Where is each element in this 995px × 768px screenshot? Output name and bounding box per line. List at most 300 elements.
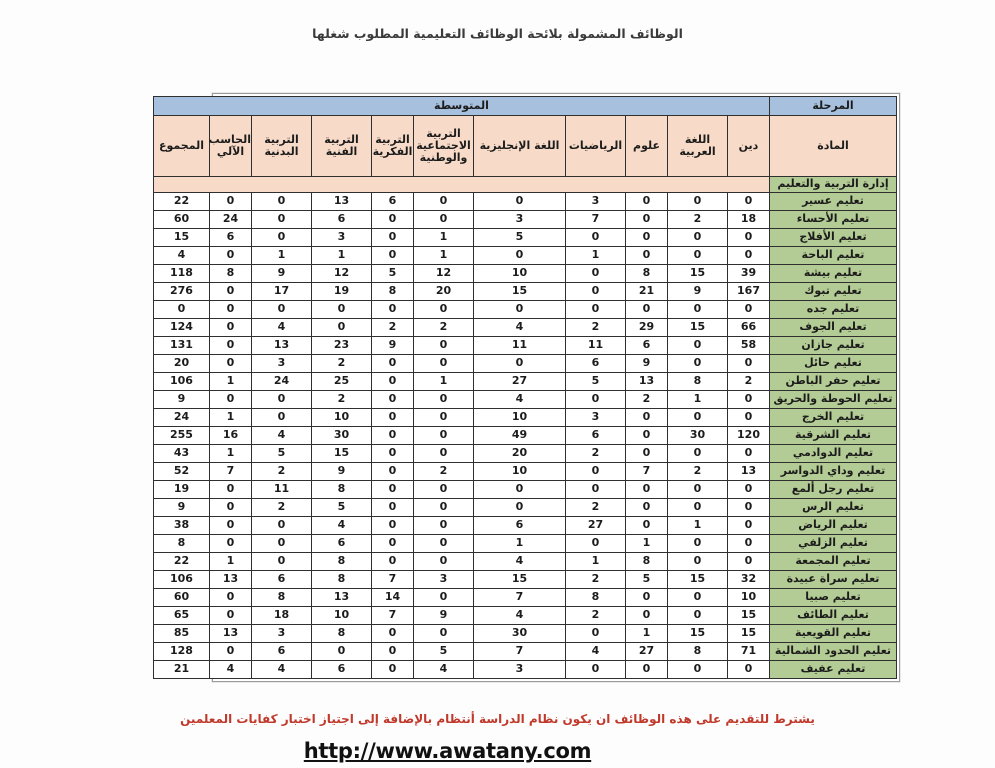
- cell-intellectual: 0: [372, 463, 414, 481]
- cell-region: تعليم وداي الدواسر: [770, 463, 897, 481]
- cell-total: 20: [153, 355, 209, 373]
- cell-english: 15: [474, 283, 566, 301]
- cell-physical: 4: [252, 427, 312, 445]
- cell-religion: 71: [728, 643, 770, 661]
- cell-physical: 24: [252, 373, 312, 391]
- cell-region: تعليم الأفلاج: [770, 229, 897, 247]
- cell-english: 11: [474, 337, 566, 355]
- cell-art: 2: [312, 355, 372, 373]
- cell-religion: 13: [728, 463, 770, 481]
- cell-intellectual: 0: [372, 301, 414, 319]
- cell-science: 2: [626, 391, 668, 409]
- cell-computer: 1: [210, 373, 252, 391]
- stage-band-row: [153, 97, 896, 116]
- cell-computer: 13: [210, 571, 252, 589]
- cell-computer: 1: [210, 445, 252, 463]
- cell-science: 0: [626, 193, 668, 211]
- cell-english: 0: [474, 499, 566, 517]
- cell-physical: 6: [252, 643, 312, 661]
- cell-arabic: 0: [668, 499, 728, 517]
- cell-art: 6: [312, 535, 372, 553]
- cell-social: 1: [414, 373, 474, 391]
- cell-religion: 167: [728, 283, 770, 301]
- cell-religion: 10: [728, 589, 770, 607]
- cell-english: 3: [474, 661, 566, 679]
- cell-religion: 0: [728, 445, 770, 463]
- cell-science: 29: [626, 319, 668, 337]
- table-row: [153, 427, 896, 445]
- table-row: [153, 409, 896, 427]
- cell-science: 21: [626, 283, 668, 301]
- table-row: [153, 337, 896, 355]
- cell-total: 22: [153, 553, 209, 571]
- cell-region: تعليم سراة عبيدة: [770, 571, 897, 589]
- cell-physical: 5: [252, 445, 312, 463]
- cell-art: 0: [312, 643, 372, 661]
- cell-computer: 13: [210, 625, 252, 643]
- cell-computer: 0: [210, 535, 252, 553]
- cell-physical: 2: [252, 499, 312, 517]
- cell-art: 6: [312, 211, 372, 229]
- cell-arabic: 0: [668, 445, 728, 463]
- cell-math: 2: [566, 499, 626, 517]
- cell-physical: 17: [252, 283, 312, 301]
- cell-region: تعليم صبيا: [770, 589, 897, 607]
- cell-region: تعليم بيشة: [770, 265, 897, 283]
- cell-english: 1: [474, 535, 566, 553]
- cell-region: تعليم الأحساء: [770, 211, 897, 229]
- cell-computer: 0: [210, 355, 252, 373]
- cell-math: 1: [566, 553, 626, 571]
- cell-intellectual: 0: [372, 211, 414, 229]
- cell-english: 7: [474, 643, 566, 661]
- cell-arabic: 15: [668, 571, 728, 589]
- cell-math: 6: [566, 427, 626, 445]
- cell-math: 1: [566, 247, 626, 265]
- cell-total: 15: [153, 229, 209, 247]
- cell-region: تعليم حائل: [770, 355, 897, 373]
- table-row: [153, 499, 896, 517]
- cell-arabic: 15: [668, 265, 728, 283]
- cell-intellectual: 0: [372, 445, 414, 463]
- cell-physical: 0: [252, 535, 312, 553]
- cell-art: 12: [312, 265, 372, 283]
- cell-religion: 0: [728, 553, 770, 571]
- table-row: [153, 247, 896, 265]
- cell-social: 0: [414, 337, 474, 355]
- table-row: [153, 625, 896, 643]
- cell-art: 8: [312, 625, 372, 643]
- cell-region: تعليم عسير: [770, 193, 897, 211]
- cell-art: 13: [312, 193, 372, 211]
- cell-science: 0: [626, 301, 668, 319]
- jobs-table-frame: [158, 93, 900, 682]
- cell-arabic: 30: [668, 427, 728, 445]
- cell-region: تعليم الخرج: [770, 409, 897, 427]
- cell-art: 8: [312, 571, 372, 589]
- cell-social: 2: [414, 463, 474, 481]
- cell-computer: 0: [210, 283, 252, 301]
- cell-math: 0: [566, 535, 626, 553]
- cell-arabic: 0: [668, 607, 728, 625]
- cell-arabic: 0: [668, 247, 728, 265]
- stage-header: المتوسطة: [153, 97, 769, 116]
- cell-math: 0: [566, 391, 626, 409]
- table-row: [153, 571, 896, 589]
- cell-intellectual: 0: [372, 247, 414, 265]
- cell-social: 0: [414, 445, 474, 463]
- cell-art: 10: [312, 607, 372, 625]
- cell-religion: 0: [728, 661, 770, 679]
- cell-physical: 3: [252, 355, 312, 373]
- admin-label-row: [153, 177, 896, 193]
- cell-region: تعليم جده: [770, 301, 897, 319]
- cell-arabic: 15: [668, 625, 728, 643]
- table-row: [153, 463, 896, 481]
- cell-social: 5: [414, 643, 474, 661]
- cell-physical: 8: [252, 589, 312, 607]
- cell-arabic: 0: [668, 661, 728, 679]
- cell-religion: 15: [728, 607, 770, 625]
- cell-religion: 0: [728, 391, 770, 409]
- cell-arabic: 0: [668, 481, 728, 499]
- table-row: [153, 373, 896, 391]
- cell-physical: 0: [252, 229, 312, 247]
- column-header-computer: الحاسب الآلي: [210, 116, 252, 177]
- cell-math: 4: [566, 643, 626, 661]
- cell-math: 0: [566, 265, 626, 283]
- cell-physical: 11: [252, 481, 312, 499]
- cell-science: 13: [626, 373, 668, 391]
- cell-computer: 8: [210, 265, 252, 283]
- cell-science: 0: [626, 211, 668, 229]
- cell-intellectual: 0: [372, 481, 414, 499]
- subject-header-row: [153, 116, 896, 177]
- cell-religion: 2: [728, 373, 770, 391]
- table-row: [153, 607, 896, 625]
- cell-computer: 24: [210, 211, 252, 229]
- cell-physical: 4: [252, 661, 312, 679]
- cell-social: 0: [414, 355, 474, 373]
- cell-arabic: 0: [668, 409, 728, 427]
- cell-total: 24: [153, 409, 209, 427]
- cell-science: 5: [626, 571, 668, 589]
- cell-arabic: 1: [668, 391, 728, 409]
- cell-math: 0: [566, 463, 626, 481]
- cell-computer: 0: [210, 607, 252, 625]
- cell-intellectual: 0: [372, 391, 414, 409]
- cell-region: تعليم حفر الباطن: [770, 373, 897, 391]
- table-row: [153, 211, 896, 229]
- table-head: [153, 97, 896, 193]
- cell-computer: 0: [210, 481, 252, 499]
- cell-religion: 58: [728, 337, 770, 355]
- cell-physical: 13: [252, 337, 312, 355]
- cell-math: 5: [566, 373, 626, 391]
- cell-region: تعليم الرس: [770, 499, 897, 517]
- cell-total: 106: [153, 373, 209, 391]
- cell-total: 60: [153, 589, 209, 607]
- cell-region: تعليم القويعية: [770, 625, 897, 643]
- cell-math: 2: [566, 445, 626, 463]
- cell-computer: 0: [210, 643, 252, 661]
- column-header-art: التربية الفنية: [312, 116, 372, 177]
- cell-english: 20: [474, 445, 566, 463]
- cell-religion: 0: [728, 301, 770, 319]
- cell-region: تعليم الباحة: [770, 247, 897, 265]
- cell-physical: 3: [252, 625, 312, 643]
- cell-computer: 0: [210, 193, 252, 211]
- cell-art: 19: [312, 283, 372, 301]
- cell-science: 0: [626, 409, 668, 427]
- cell-intellectual: 0: [372, 553, 414, 571]
- cell-total: 9: [153, 391, 209, 409]
- cell-physical: 0: [252, 517, 312, 535]
- table-row: [153, 265, 896, 283]
- cell-english: 0: [474, 355, 566, 373]
- column-header-total: المجموع: [153, 116, 209, 177]
- cell-social: 0: [414, 211, 474, 229]
- table-row: [153, 481, 896, 499]
- cell-social: 1: [414, 229, 474, 247]
- cell-region: تعليم الحدود الشمالية: [770, 643, 897, 661]
- cell-total: 0: [153, 301, 209, 319]
- cell-social: 0: [414, 553, 474, 571]
- cell-science: 0: [626, 607, 668, 625]
- cell-intellectual: 0: [372, 643, 414, 661]
- cell-religion: 18: [728, 211, 770, 229]
- cell-math: 0: [566, 229, 626, 247]
- cell-science: 0: [626, 661, 668, 679]
- cell-region: تعليم الجوف: [770, 319, 897, 337]
- cell-math: 0: [566, 661, 626, 679]
- cell-total: 21: [153, 661, 209, 679]
- cell-physical: 0: [252, 553, 312, 571]
- cell-science: 0: [626, 229, 668, 247]
- cell-religion: 39: [728, 265, 770, 283]
- cell-social: 0: [414, 589, 474, 607]
- cell-arabic: 8: [668, 373, 728, 391]
- cell-english: 10: [474, 463, 566, 481]
- cell-science: 0: [626, 445, 668, 463]
- footer-condition-note: يشترط للتقديم على هذه الوظائف ان يكون نظام الدراسة أنتظام بالإضافة إلى اجتياز اختبار كفايات المعلمين: [180, 712, 815, 726]
- cell-social: 4: [414, 661, 474, 679]
- table-row: [153, 319, 896, 337]
- cell-social: 0: [414, 481, 474, 499]
- cell-physical: 2: [252, 463, 312, 481]
- cell-total: 22: [153, 193, 209, 211]
- cell-region: تعليم المجمعة: [770, 553, 897, 571]
- page-title: الوظائف المشمولة بلائحة الوظائف التعليمية المطلوب شغلها: [312, 26, 683, 41]
- cell-total: 118: [153, 265, 209, 283]
- cell-intellectual: 0: [372, 427, 414, 445]
- cell-arabic: 8: [668, 643, 728, 661]
- cell-religion: 0: [728, 229, 770, 247]
- cell-total: 131: [153, 337, 209, 355]
- cell-physical: 6: [252, 571, 312, 589]
- table-row: [153, 517, 896, 535]
- cell-religion: 0: [728, 355, 770, 373]
- cell-total: 43: [153, 445, 209, 463]
- cell-region: تعليم الحوطة والحريق: [770, 391, 897, 409]
- cell-arabic: 15: [668, 319, 728, 337]
- column-header-religion: دين: [728, 116, 770, 177]
- table-row: [153, 301, 896, 319]
- cell-religion: 0: [728, 481, 770, 499]
- table-row: [153, 553, 896, 571]
- cell-physical: 18: [252, 607, 312, 625]
- cell-intellectual: 0: [372, 517, 414, 535]
- cell-science: 7: [626, 463, 668, 481]
- cell-region: تعليم الرياض: [770, 517, 897, 535]
- cell-math: 0: [566, 301, 626, 319]
- cell-science: 0: [626, 517, 668, 535]
- cell-physical: 9: [252, 265, 312, 283]
- cell-english: 0: [474, 193, 566, 211]
- cell-english: 10: [474, 265, 566, 283]
- column-header-subject: المادة: [770, 116, 897, 177]
- cell-arabic: 2: [668, 463, 728, 481]
- cell-arabic: 0: [668, 337, 728, 355]
- cell-social: 0: [414, 535, 474, 553]
- admin-label-cell: إدارة التربية والتعليم: [770, 177, 897, 193]
- cell-science: 0: [626, 427, 668, 445]
- cell-intellectual: 6: [372, 193, 414, 211]
- cell-physical: 0: [252, 301, 312, 319]
- cell-arabic: 0: [668, 355, 728, 373]
- table-row: [153, 535, 896, 553]
- cell-intellectual: 5: [372, 265, 414, 283]
- cell-total: 9: [153, 499, 209, 517]
- cell-english: 7: [474, 589, 566, 607]
- cell-math: 27: [566, 517, 626, 535]
- table-row: [153, 589, 896, 607]
- table-row: [153, 391, 896, 409]
- cell-social: 20: [414, 283, 474, 301]
- cell-intellectual: 0: [372, 229, 414, 247]
- cell-total: 124: [153, 319, 209, 337]
- cell-art: 10: [312, 409, 372, 427]
- cell-social: 9: [414, 607, 474, 625]
- cell-math: 0: [566, 625, 626, 643]
- cell-social: 0: [414, 499, 474, 517]
- cell-intellectual: 0: [372, 409, 414, 427]
- cell-english: 0: [474, 247, 566, 265]
- cell-total: 65: [153, 607, 209, 625]
- cell-computer: 0: [210, 319, 252, 337]
- cell-art: 8: [312, 481, 372, 499]
- cell-english: 0: [474, 481, 566, 499]
- cell-region: تعليم الزلفي: [770, 535, 897, 553]
- cell-math: 0: [566, 283, 626, 301]
- cell-computer: 0: [210, 589, 252, 607]
- cell-english: 4: [474, 607, 566, 625]
- table-row: [153, 643, 896, 661]
- cell-art: 2: [312, 391, 372, 409]
- cell-science: 27: [626, 643, 668, 661]
- cell-arabic: 2: [668, 211, 728, 229]
- cell-computer: 16: [210, 427, 252, 445]
- cell-science: 8: [626, 553, 668, 571]
- cell-physical: 0: [252, 211, 312, 229]
- cell-social: 2: [414, 319, 474, 337]
- column-header-physical: التربية البدنية: [252, 116, 312, 177]
- cell-art: 25: [312, 373, 372, 391]
- cell-math: 2: [566, 571, 626, 589]
- cell-social: 3: [414, 571, 474, 589]
- cell-math: 6: [566, 355, 626, 373]
- cell-physical: 0: [252, 391, 312, 409]
- cell-art: 13: [312, 589, 372, 607]
- table-row: [153, 283, 896, 301]
- cell-region: تعليم تبوك: [770, 283, 897, 301]
- cell-english: 4: [474, 319, 566, 337]
- column-header-math: الرياضيات: [566, 116, 626, 177]
- cell-religion: 0: [728, 247, 770, 265]
- cell-computer: 0: [210, 391, 252, 409]
- cell-english: 0: [474, 301, 566, 319]
- cell-social: 0: [414, 427, 474, 445]
- footer-website-url[interactable]: http://www.awatany.com: [303, 739, 592, 763]
- cell-total: 19: [153, 481, 209, 499]
- cell-intellectual: 7: [372, 571, 414, 589]
- cell-intellectual: 0: [372, 499, 414, 517]
- cell-art: 5: [312, 499, 372, 517]
- cell-religion: 0: [728, 535, 770, 553]
- cell-science: 0: [626, 589, 668, 607]
- cell-art: 1: [312, 247, 372, 265]
- cell-religion: 0: [728, 193, 770, 211]
- cell-total: 38: [153, 517, 209, 535]
- cell-english: 49: [474, 427, 566, 445]
- cell-religion: 32: [728, 571, 770, 589]
- cell-math: 2: [566, 607, 626, 625]
- cell-intellectual: 9: [372, 337, 414, 355]
- jobs-table: [153, 96, 897, 679]
- cell-region: تعليم الشرقية: [770, 427, 897, 445]
- cell-total: 255: [153, 427, 209, 445]
- cell-english: 4: [474, 553, 566, 571]
- cell-intellectual: 14: [372, 589, 414, 607]
- cell-intellectual: 0: [372, 355, 414, 373]
- cell-computer: 0: [210, 337, 252, 355]
- cell-social: 12: [414, 265, 474, 283]
- cell-arabic: 0: [668, 193, 728, 211]
- cell-english: 30: [474, 625, 566, 643]
- cell-physical: 1: [252, 247, 312, 265]
- cell-religion: 66: [728, 319, 770, 337]
- cell-science: 6: [626, 337, 668, 355]
- cell-arabic: 0: [668, 535, 728, 553]
- cell-art: 9: [312, 463, 372, 481]
- cell-science: 8: [626, 265, 668, 283]
- cell-english: 4: [474, 391, 566, 409]
- cell-intellectual: 8: [372, 283, 414, 301]
- cell-region: تعليم الدوادمي: [770, 445, 897, 463]
- cell-social: 0: [414, 193, 474, 211]
- cell-intellectual: 2: [372, 319, 414, 337]
- cell-intellectual: 0: [372, 535, 414, 553]
- cell-total: 60: [153, 211, 209, 229]
- cell-science: 0: [626, 499, 668, 517]
- cell-computer: 1: [210, 409, 252, 427]
- cell-arabic: 0: [668, 589, 728, 607]
- cell-art: 8: [312, 553, 372, 571]
- stage-right-header: المرحلة: [770, 97, 897, 116]
- cell-social: 0: [414, 391, 474, 409]
- cell-art: 3: [312, 229, 372, 247]
- cell-english: 3: [474, 211, 566, 229]
